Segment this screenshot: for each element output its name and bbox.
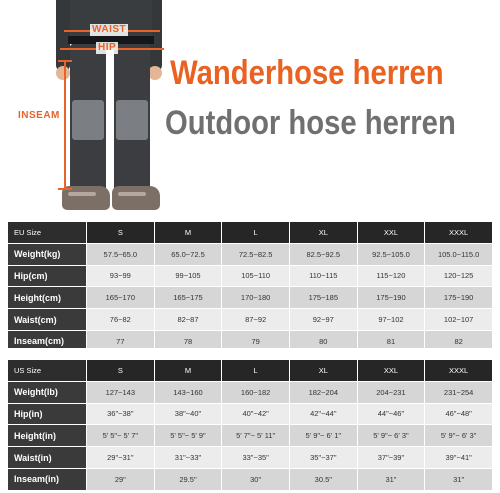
table-cell: 5' 9"~ 6' 1" [289, 425, 357, 447]
table-cell: 231~254 [425, 381, 493, 403]
inseam-top-tick [58, 60, 72, 62]
table-row [8, 265, 493, 287]
product-header [0, 0, 500, 218]
table-cell: 127~143 [87, 381, 155, 403]
table-header-cell: US Size [8, 360, 87, 381]
table-cell: 31" [425, 468, 493, 490]
table-cell: 5' 9"~ 6' 3" [357, 425, 425, 447]
table-header-row [8, 360, 493, 381]
table-cell: 31"~33" [154, 447, 222, 469]
table-cell: 102~107 [425, 309, 493, 331]
right-pant-leg [114, 44, 150, 194]
row-label: Inseam(cm) [8, 330, 87, 352]
table-cell: 30.5" [289, 468, 357, 490]
row-label: Weight(kg) [8, 243, 87, 265]
table-cell: 72.5~82.5 [222, 243, 290, 265]
table-row [8, 287, 493, 309]
table-cell: 37"~39" [357, 447, 425, 469]
table-row [8, 309, 493, 331]
table-cell: 65.0~72.5 [154, 243, 222, 265]
table-cell: 175~185 [289, 287, 357, 309]
table-header-cell: S [87, 222, 155, 243]
row-label: Waist(cm) [8, 309, 87, 331]
table-cell: 46"~48" [425, 403, 493, 425]
table-header-cell: M [154, 222, 222, 243]
table-cell: 57.5~65.0 [87, 243, 155, 265]
row-label: Waist(in) [8, 447, 87, 469]
table-cell: 30" [222, 468, 290, 490]
table-cell: 165~175 [154, 287, 222, 309]
table-cell: 92.5~105.0 [357, 243, 425, 265]
table-cell: 115~120 [357, 265, 425, 287]
table-cell: 39"~41" [425, 447, 493, 469]
table-row [8, 403, 493, 425]
row-label: Hip(cm) [8, 265, 87, 287]
table-header-cell: XXXL [425, 360, 493, 381]
table-cell: 77 [87, 330, 155, 352]
table-header-cell: M [154, 360, 222, 381]
left-hand [56, 66, 70, 80]
table-cell: 42"~44" [289, 403, 357, 425]
left-pant-leg [70, 44, 106, 194]
table-cell: 99~105 [154, 265, 222, 287]
table-cell: 5' 5"~ 5' 7" [87, 425, 155, 447]
table-header-cell: XXL [357, 360, 425, 381]
table-cell: 80 [289, 330, 357, 352]
table-cell: 92~97 [289, 309, 357, 331]
table-cell: 120~125 [425, 265, 493, 287]
us-size-table [8, 360, 493, 491]
table-header-cell: XL [289, 222, 357, 243]
table-cell: 35"~37" [289, 447, 357, 469]
table-divider [8, 348, 493, 356]
table-header-cell: XL [289, 360, 357, 381]
table-header-cell: L [222, 222, 290, 243]
table-cell: 105.0~115.0 [425, 243, 493, 265]
table-cell: 5' 5"~ 5' 9" [154, 425, 222, 447]
inseam-label: INSEAM [18, 110, 60, 121]
headline-secondary: Outdoor hose herren [165, 104, 456, 142]
row-label: Height(in) [8, 425, 87, 447]
table-row [8, 447, 493, 469]
table-row [8, 425, 493, 447]
table-cell: 165~170 [87, 287, 155, 309]
table-cell: 170~180 [222, 287, 290, 309]
right-knee-patch [116, 100, 148, 140]
row-label: Hip(in) [8, 403, 87, 425]
inseam-bottom-tick [58, 188, 72, 190]
table-row [8, 243, 493, 265]
table-header-cell: XXL [357, 222, 425, 243]
right-hand [148, 66, 162, 80]
table-cell: 5' 7"~ 5' 11" [222, 425, 290, 447]
table-cell: 44"~46" [357, 403, 425, 425]
table-cell: 29"~31" [87, 447, 155, 469]
table-cell: 160~182 [222, 381, 290, 403]
table-cell: 82.5~92.5 [289, 243, 357, 265]
table-header-cell: S [87, 360, 155, 381]
table-header-cell: L [222, 360, 290, 381]
table-cell: 105~110 [222, 265, 290, 287]
table-cell: 175~190 [425, 287, 493, 309]
table-cell: 29" [87, 468, 155, 490]
table-cell: 40"~42" [222, 403, 290, 425]
table-cell: 182~204 [289, 381, 357, 403]
row-label: Weight(lb) [8, 381, 87, 403]
table-cell: 38"~40" [154, 403, 222, 425]
table-cell: 110~115 [289, 265, 357, 287]
table-row [8, 381, 493, 403]
table-cell: 93~99 [87, 265, 155, 287]
right-hiking-shoe [112, 186, 160, 210]
table-cell: 97~102 [357, 309, 425, 331]
table-cell: 33"~35" [222, 447, 290, 469]
table-cell: 79 [222, 330, 290, 352]
table-header-cell: EU Size [8, 222, 87, 243]
eu-size-table [8, 222, 493, 353]
table-header-row [8, 222, 493, 243]
table-cell: 204~231 [357, 381, 425, 403]
row-label: Inseam(in) [8, 468, 87, 490]
table-cell: 143~160 [154, 381, 222, 403]
table-cell: 87~92 [222, 309, 290, 331]
table-cell: 76~82 [87, 309, 155, 331]
table-cell: 36"~38" [87, 403, 155, 425]
table-row [8, 468, 493, 490]
hip-label: HIP [98, 42, 117, 53]
table-cell: 5' 9"~ 6' 3" [425, 425, 493, 447]
inseam-line [64, 60, 66, 190]
table-cell: 175~190 [357, 287, 425, 309]
table-cell: 81 [357, 330, 425, 352]
table-header-cell: XXXL [425, 222, 493, 243]
headline-primary: Wanderhose herren [170, 54, 444, 92]
table-cell: 29.5" [154, 468, 222, 490]
table-cell: 31" [357, 468, 425, 490]
table-cell: 82~87 [154, 309, 222, 331]
waist-label: WAIST [92, 24, 127, 35]
left-knee-patch [72, 100, 104, 140]
table-cell: 78 [154, 330, 222, 352]
row-label: Height(cm) [8, 287, 87, 309]
table-cell: 82 [425, 330, 493, 352]
